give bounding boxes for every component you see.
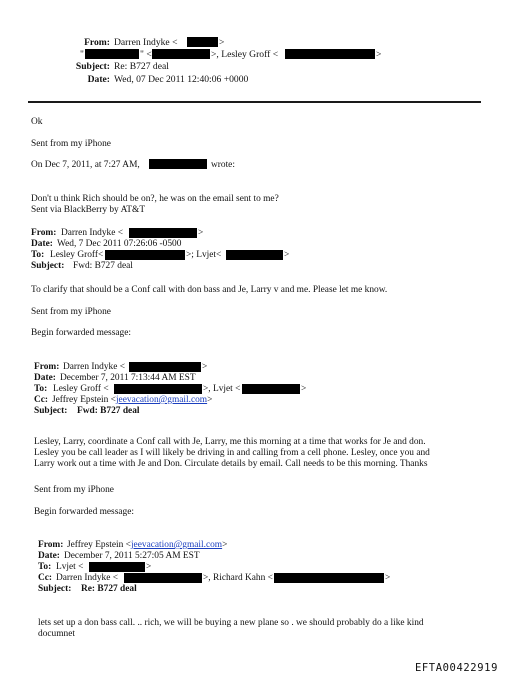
redaction-box: [89, 562, 145, 572]
subject-label: Subject:: [34, 406, 68, 416]
from-value: Darren Indyke <: [61, 228, 124, 238]
sent-from: Sent from my iPhone: [31, 307, 111, 317]
gt: >: [198, 228, 204, 238]
redaction-box: [242, 384, 300, 394]
from-email-link[interactable]: jeevacation@gmail.com: [130, 540, 223, 550]
from-value: Darren Indyke <: [63, 362, 126, 372]
from-value: [67, 540, 227, 551]
subject-value: Re: B727 deal: [81, 584, 137, 594]
to-value: Lesley Groff <: [53, 384, 109, 394]
cc-name: Jeffrey Epstein <: [52, 395, 116, 405]
cc-value: Darren Indyke <: [56, 573, 119, 583]
cc-value: [52, 395, 212, 406]
subject-label: Subject:: [75, 61, 110, 72]
to-separator: >; Lvjet<: [186, 250, 222, 260]
message-body-line: Lesley you be call leader as I will likely be driving in and calling from a cell phone. Lesley, once you and: [34, 448, 430, 458]
reply-attribution: On Dec 7, 2011, at 7:27 AM,: [31, 160, 140, 170]
redaction-box: [226, 250, 283, 260]
from-value: Darren Indyke <: [114, 37, 178, 48]
to-label: To:: [38, 562, 52, 572]
date-label: Date:: [38, 551, 60, 561]
subject-value: Re: B727 deal: [114, 61, 169, 72]
gt: >: [222, 540, 228, 550]
to-quote-close: " <: [140, 49, 152, 60]
gt: >: [385, 573, 391, 583]
gt: >: [301, 384, 307, 394]
subject-value: Fwd: B727 deal: [77, 406, 140, 416]
bates-number: EFTA00422919: [414, 662, 498, 674]
from-label: From:: [84, 37, 110, 48]
from-label: From:: [38, 540, 64, 550]
redaction-box: [274, 573, 384, 583]
cc-label: Cc:: [34, 395, 49, 405]
reply-sent-from: Sent from my iPhone: [31, 139, 111, 149]
subject-label: Subject:: [38, 584, 72, 594]
header-divider: [28, 101, 481, 103]
begin-forwarded: Begin forwarded message:: [31, 328, 131, 338]
date-value: Wed, 07 Dec 2011 12:40:06 +0000: [114, 74, 249, 85]
to-label: To:: [31, 250, 45, 260]
cc-email-link[interactable]: jeevacation@gmail.com: [115, 395, 208, 405]
date-label: Date:: [31, 239, 53, 249]
date-value: December 7, 2011 7:13:44 AM EST: [60, 373, 196, 383]
date-label: Date:: [34, 373, 56, 383]
message-body-line: lets set up a don bass call. .. rich, we will be buying a new plane so . we should probably do a like kind: [38, 618, 424, 628]
redaction-box: [105, 250, 185, 260]
subject-value: Fwd: B727 deal: [73, 261, 133, 271]
message-body: To clarify that should be a Conf call with don bass and Je, Larry v and me. Please let me know.: [31, 285, 388, 295]
to-separator: >, Lesley Groff <: [211, 49, 279, 60]
from-label: From:: [31, 228, 57, 238]
gt: >: [207, 395, 213, 405]
date-label: Date:: [87, 74, 110, 85]
message-body-line: Larry work out a time with Je and Don. Circulate details by email. Call needs to be this morning. Thanks: [34, 459, 428, 469]
date-value: December 7, 2011 5:27:05 AM EST: [64, 551, 200, 561]
gt: >: [284, 250, 290, 260]
quoted-line: Don't u think Rich should be on?, he was on the email sent to me?: [31, 194, 279, 204]
redaction-box: [149, 159, 207, 169]
reply-wrote: wrote:: [211, 160, 235, 170]
to-value: Lvjet <: [56, 562, 84, 572]
gt: >: [202, 362, 208, 372]
to-quote-open: ": [80, 49, 84, 60]
redaction-box: [124, 573, 202, 583]
from-name: Jeffrey Epstein <: [67, 540, 131, 550]
reply-ok: Ok: [31, 117, 43, 127]
gt: >: [376, 49, 382, 60]
redaction-box: [129, 228, 197, 238]
message-body-line: Lesley, Larry, coordinate a Conf call with Je, Larry, me this morning at a time that works for Je and don.: [34, 437, 426, 447]
subject-label: Subject:: [31, 261, 65, 271]
redaction-box: [85, 49, 139, 59]
redaction-box: [114, 384, 202, 394]
begin-forwarded: Begin forwarded message:: [34, 507, 134, 517]
redaction-box: [129, 362, 201, 372]
cc-label: Cc:: [38, 573, 53, 583]
message-body-line: documnet: [38, 629, 75, 639]
from-label: From:: [34, 362, 60, 372]
redaction-box: [285, 49, 375, 59]
redaction-box: [152, 49, 210, 59]
quoted-line: Sent via BlackBerry by AT&T: [31, 205, 146, 215]
cc-separator: >, Richard Kahn <: [203, 573, 273, 583]
to-separator: >, Lvjet <: [203, 384, 241, 394]
to-value: Lesley Groff<: [50, 250, 104, 260]
to-label: To:: [34, 384, 48, 394]
gt: >: [146, 562, 152, 572]
redaction-box: [187, 37, 218, 47]
sent-from: Sent from my iPhone: [34, 485, 114, 495]
gt: >: [219, 37, 225, 48]
date-value: Wed, 7 Dec 2011 07:26:06 -0500: [57, 239, 182, 249]
